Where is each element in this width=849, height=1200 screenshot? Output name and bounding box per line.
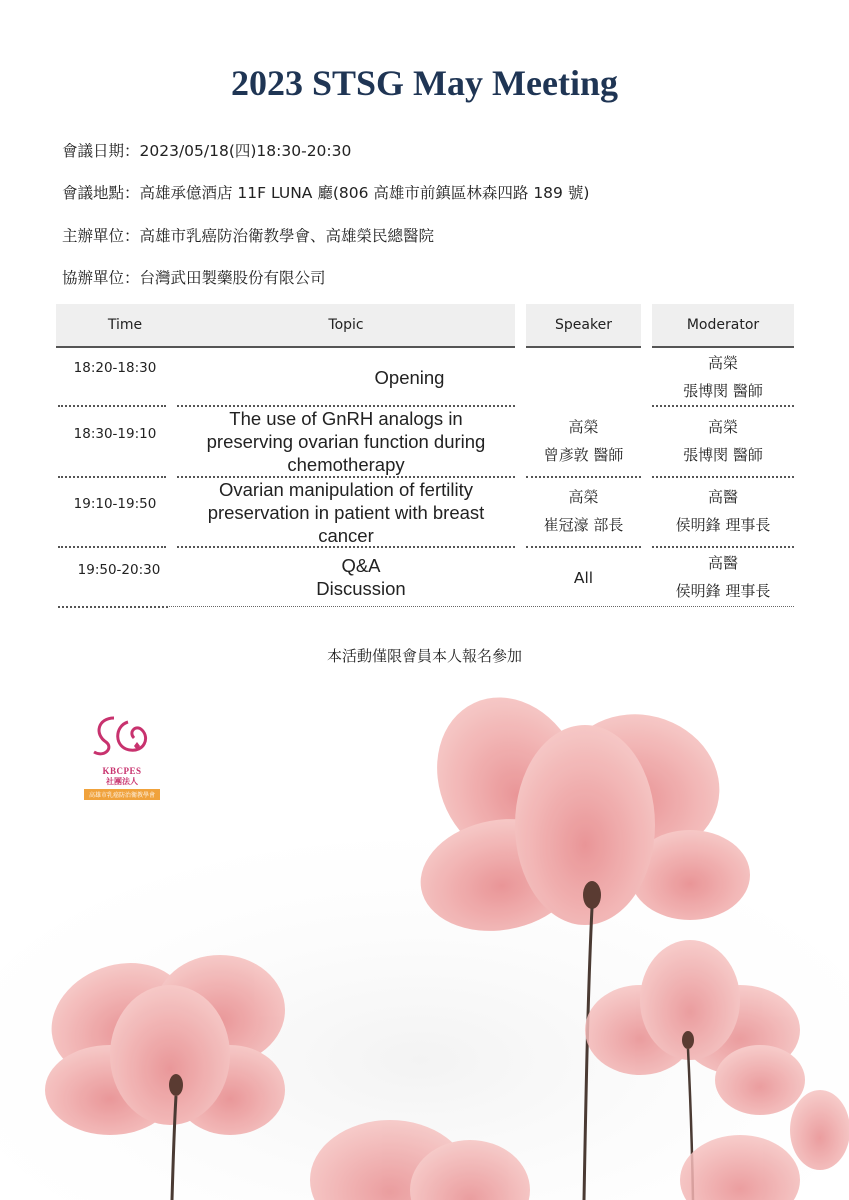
co-organizer: 協辦單位：台灣武田製藥股份有限公司 <box>62 269 326 287</box>
speaker-name: 曾彥敦 醫師 <box>543 446 624 464</box>
topic-cell <box>177 478 515 546</box>
moderator-name: 侯明鋒 理事長 <box>675 582 771 600</box>
kbcpes-emblem-icon <box>84 712 160 762</box>
kbcpes-logo <box>84 712 160 802</box>
header-speaker: Speaker <box>526 304 641 348</box>
row-divider <box>652 476 794 478</box>
membership-note: 本活動僅限會員本人報名參加 <box>326 647 522 665</box>
row-divider <box>58 476 166 478</box>
organizer: 主辦單位：高雄市乳癌防治衛教學會、高雄榮民總醫院 <box>62 227 435 245</box>
meeting-date: 會議日期：2023/05/18(四)18:30-20:30 <box>62 142 352 160</box>
row-divider <box>58 546 166 548</box>
speaker-org: 高榮 <box>568 418 599 436</box>
moderator-org: 高榮 <box>707 418 738 436</box>
topic-line: chemotherapy <box>287 453 405 475</box>
moderator-org: 高醫 <box>707 488 738 506</box>
topic-line: The use of GnRH analogs in <box>229 407 463 429</box>
topic-cell <box>177 407 515 475</box>
moderator-cell <box>652 482 794 540</box>
row-divider <box>526 476 641 478</box>
row-divider <box>177 405 515 407</box>
topic-line: Q&A <box>341 555 381 576</box>
moderator-cell <box>652 412 794 470</box>
time-cell: 18:20-18:30 <box>73 360 157 376</box>
speaker-cell <box>526 412 641 470</box>
row-divider <box>177 476 515 478</box>
row-divider <box>177 546 515 548</box>
logo-sub: 社團法人 <box>106 777 138 786</box>
moderator-name: 侯明鋒 理事長 <box>675 516 771 534</box>
speaker-cell <box>526 482 641 540</box>
speaker-name: 崔冠濠 部長 <box>543 516 624 534</box>
speaker-org: 高榮 <box>568 488 599 506</box>
moderator-cell <box>652 548 794 606</box>
row-divider <box>58 405 166 407</box>
topic-line: preservation in patient with breast <box>207 501 485 523</box>
page-title: 2023 STSG May Meeting <box>231 63 618 103</box>
topic-line: preserving ovarian function during <box>206 430 486 452</box>
header-moderator: Moderator <box>652 304 794 348</box>
moderator-name: 張博閔 醫師 <box>683 382 763 400</box>
moderator-org: 高榮 <box>707 354 738 372</box>
time-cell: 19:10-19:50 <box>73 496 157 512</box>
topic-line: Opening <box>374 366 445 388</box>
topic-line: cancer <box>318 524 374 546</box>
moderator-org: 高醫 <box>707 554 738 572</box>
row-divider <box>652 546 794 548</box>
row-divider <box>58 606 168 608</box>
moderator-name: 張博閔 醫師 <box>683 446 763 464</box>
topic-line: Discussion <box>316 578 406 599</box>
row-divider <box>166 606 794 607</box>
logo-name: KBCPES <box>102 766 142 776</box>
time-cell: 19:50-20:30 <box>77 562 161 578</box>
header-topic: Topic <box>177 304 515 348</box>
row-divider <box>652 405 794 407</box>
topic-line: Ovarian manipulation of fertility <box>219 478 473 500</box>
meeting-venue: 會議地點：高雄承億酒店 11F LUNA 廳(806 高雄市前鎮區林森四路 189 號) <box>62 184 590 202</box>
time-cell: 18:30-19:10 <box>73 426 157 442</box>
row-divider <box>526 546 641 548</box>
topic-cell <box>177 352 642 402</box>
moderator-cell <box>652 348 794 406</box>
speaker-cell: All <box>573 569 594 587</box>
logo-tagline: 高雄市乳癌防治衛教學會 <box>84 789 160 800</box>
header-time: Time <box>56 304 194 348</box>
topic-cell <box>177 553 545 601</box>
